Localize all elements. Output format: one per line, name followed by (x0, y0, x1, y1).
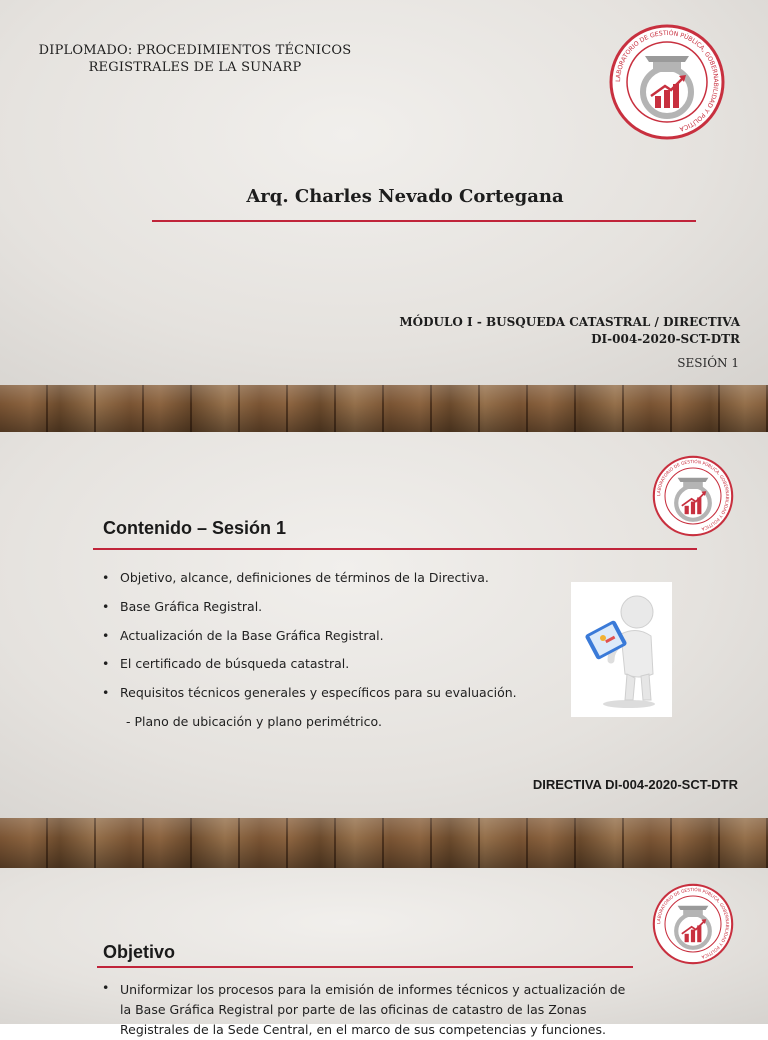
list-item (102, 628, 517, 656)
bullet-dot: • (102, 570, 110, 585)
title-underline (93, 548, 697, 550)
wood-floor-divider (0, 818, 768, 868)
sub-item: - Plano de ubicación y plano perimétrico. (126, 714, 382, 729)
module-line-2: DI-004-2020-SCT-DTR (591, 332, 740, 346)
bullet-dot: • (102, 656, 110, 671)
list-item-text: Base Gráfica Registral. (120, 599, 263, 614)
directive-reference: DIRECTIVA DI-004-2020-SCT-DTR (532, 777, 738, 792)
list-item (102, 599, 517, 628)
bullet-dot: • (102, 599, 110, 614)
list-item (102, 685, 517, 714)
bullet-dot: • (102, 685, 110, 700)
list-item-text: Requisitos técnicos generales y específicos para su evaluación. (120, 685, 517, 700)
diplomado-line-2: REGISTRALES DE LA SUNARP (88, 60, 302, 75)
objective-paragraph: Uniformizar los procesos para la emisión de informes técnicos y actualización de la Base Gráfica Registral por parte de las oficinas de catastro de las Zonas Registrales de la Sede Central, en el marco de sus competencias y funciones. (120, 982, 626, 1037)
objective-slide (0, 868, 768, 1037)
title-underline (152, 220, 696, 222)
title-slide (0, 0, 768, 385)
list-item-text: Actualización de la Base Gráfica Registral. (120, 628, 384, 643)
list-item (102, 570, 517, 599)
wood-floor-divider (0, 385, 768, 432)
session-label: SESIÓN 1 (677, 356, 739, 370)
contents-list (102, 570, 517, 714)
person-with-tablet-icon (571, 582, 672, 717)
list-item (102, 656, 517, 685)
logo-ring-text: LABORATORIO DE GESTIÓN PÚBLICA, GOBERNABILIDAD Y POLÍTICA (657, 888, 729, 959)
logo-ring-text: LABORATORIO DE GESTIÓN PÚBLICA, GOBERNABILIDAD Y POLÍTICA (614, 29, 720, 133)
bullet-dot: • (102, 628, 110, 643)
bullet-dot: • (102, 980, 110, 995)
slide-title: Contenido – Sesión 1 (103, 518, 287, 538)
logo-ring-text: LABORATORIO DE GESTIÓN PÚBLICA, GOBERNABILIDAD Y POLÍTICA (657, 460, 729, 531)
tablet-figure-image (571, 582, 672, 717)
presenter-name: Arq. Charles Nevado Cortegana (246, 186, 564, 207)
slide-title: Objetivo (103, 942, 176, 962)
list-item-text: Objetivo, alcance, definiciones de términos de la Directiva. (120, 570, 489, 585)
title-underline (97, 966, 633, 968)
contents-slide (0, 432, 768, 818)
lab-logo (607, 22, 727, 142)
lab-logo (651, 882, 735, 966)
list-item-text: El certificado de búsqueda catastral. (120, 656, 350, 671)
module-title (320, 314, 740, 348)
module-line-1: MÓDULO I - BUSQUEDA CATASTRAL / DIRECTIVA (399, 315, 740, 329)
diplomado-line-1: DIPLOMADO: PROCEDIMIENTOS TÉCNICOS (38, 43, 352, 58)
diplomado-title (30, 42, 360, 76)
lab-logo (651, 454, 735, 538)
